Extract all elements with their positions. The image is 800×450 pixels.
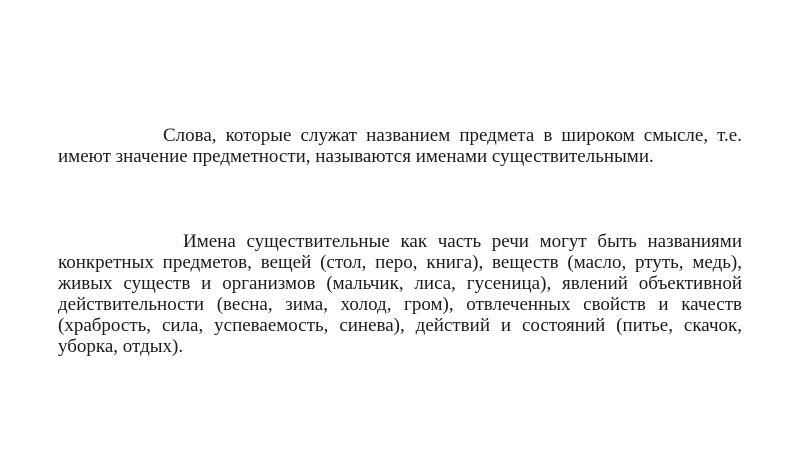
definition-paragraph: Слова, которые служат названием предмета в широком смысле, т.е. имеют значение предметности, называются именами существительными. <box>58 125 742 167</box>
examples-paragraph: Имена существительные как часть речи могут быть названиями конкретных предметов, вещей (стол, перо, книга), веществ (масло, ртуть, медь), живых существ и организмов (мальчик, лиса, гусеница), явлений объективной действительности (весна, зима, холод, гром), отвлеченных свойств и качеств (храбрость, сила, успеваемость, синева), действий и состояний (питье, скачок, уборка, отдых). <box>58 231 742 357</box>
